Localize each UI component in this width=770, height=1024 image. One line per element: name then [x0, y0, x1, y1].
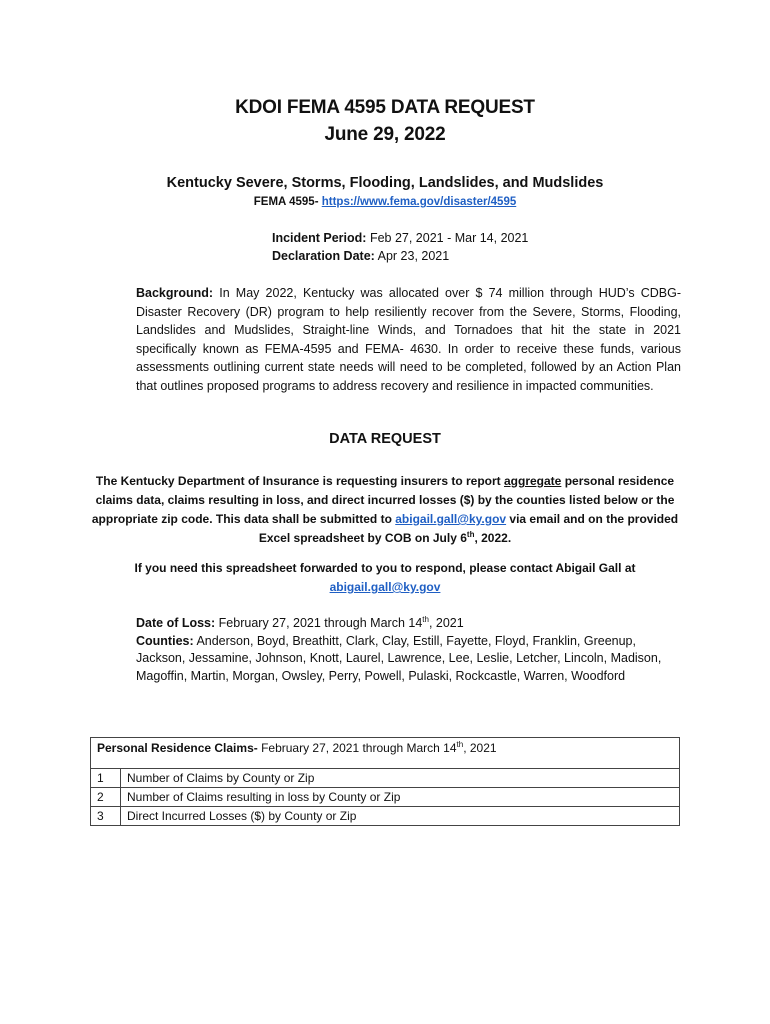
counties: [136, 633, 681, 686]
date-of-loss: [136, 615, 681, 633]
row-text: Number of Claims resulting in loss by County or Zip: [121, 788, 680, 807]
disaster-subtitle: Kentucky Severe, Storms, Flooding, Landslides, and Mudslides: [166, 175, 604, 191]
row-number: 2: [91, 788, 121, 807]
row-text: Number of Claims by County or Zip: [121, 769, 680, 788]
incident-period-value: Feb 27, 2021 - Mar 14, 2021: [369, 231, 529, 245]
claims-header-label: Personal Residence Claims-: [97, 741, 258, 755]
fema-line: [0, 196, 770, 208]
data-request-heading: DATA REQUEST: [329, 431, 441, 447]
contact-paragraph: [90, 559, 680, 597]
request-text-3: via email and on the provided Excel spreadsheet by COB on July 6: [258, 512, 679, 545]
declaration-date-label: Declaration Date:: [272, 249, 375, 263]
contact-text: If you need this spreadsheet forwarded to you to respond, please contact Abigail Gall at: [134, 561, 636, 575]
request-text-4: , 2022.: [474, 531, 512, 545]
table-row: [91, 807, 680, 826]
date-of-loss-year: , 2021: [428, 616, 464, 630]
loss-details: [136, 615, 681, 685]
row-number: 1: [91, 769, 121, 788]
background-label: Background:: [136, 286, 214, 300]
claims-table-header: [91, 738, 680, 769]
background-text: In May 2022, Kentucky was allocated over $ 74 million through HUD’s CDBG-Disaster Recovery (DR) program to help resiliently recover from the Severe, Storms, Flooding, Landslides and Mudslides, Straight-line Winds, and Tornadoes that hit the state in 2021 specifically known as FEMA-4595 and FEMA- 4630. In order to receive these funds, various assessments outlining current state needs will need to be completed, followed by an Action Plan that outlines proposed programs to address recovery and resilience in impacted communities.: [136, 286, 681, 393]
incident-period: [272, 231, 528, 245]
claims-table-header-row: [91, 738, 680, 769]
date-of-loss-value: February 27, 2021 through March 14: [218, 616, 423, 630]
request-sup: th: [466, 530, 475, 539]
claims-header-year: , 2021: [463, 741, 497, 755]
table-row: [91, 788, 680, 807]
document-title: KDOI FEMA 4595 DATA REQUEST: [235, 97, 535, 118]
contact-email-link[interactable]: abigail.gall@ky.gov: [329, 580, 441, 594]
counties-label: Counties:: [136, 633, 194, 648]
claims-header-value: February 27, 2021 through March 14: [261, 741, 457, 755]
row-text: Direct Incurred Losses ($) by County or Zip: [121, 807, 680, 826]
declaration-date-value: Apr 23, 2021: [377, 249, 450, 263]
request-email-link[interactable]: abigail.gall@ky.gov: [395, 512, 507, 526]
incident-period-label: Incident Period:: [272, 231, 367, 245]
claims-table: [90, 737, 680, 826]
date-of-loss-label: Date of Loss:: [136, 616, 216, 630]
background-paragraph: [136, 284, 681, 395]
claims-header-sup: th: [456, 740, 464, 749]
row-number: 3: [91, 807, 121, 826]
date-of-loss-sup: th: [422, 614, 429, 624]
request-underlined-word: aggregate: [504, 474, 562, 488]
request-text-1: The Kentucky Department of Insurance is requesting insurers to report: [95, 474, 504, 488]
counties-value: Anderson, Boyd, Breathitt, Clark, Clay, Estill, Fayette, Floyd, Franklin, Greenup, Jackson, Jessamine, Johnson, Knott, Laurel, Lawrence, Lee, Leslie, Letcher, Lincoln, Madison, Magoffin, Martin, Morgan, Owsley, Perry, Powell, Pulaski, Rockcastle, Warren, Woodford: [136, 633, 662, 683]
request-text-2: personal residence claims data, claims resulting in loss, and direct incurred losses ($) by the counties listed below or the appropriate zip code. This data shall be submitted to: [91, 474, 675, 526]
table-row: [91, 769, 680, 788]
fema-link[interactable]: https://www.fema.gov/disaster/4595: [321, 196, 517, 208]
fema-label: FEMA 4595-: [253, 196, 319, 208]
declaration-date: [272, 249, 449, 263]
document-date: June 29, 2022: [324, 124, 446, 145]
data-request-paragraph: [90, 472, 680, 548]
